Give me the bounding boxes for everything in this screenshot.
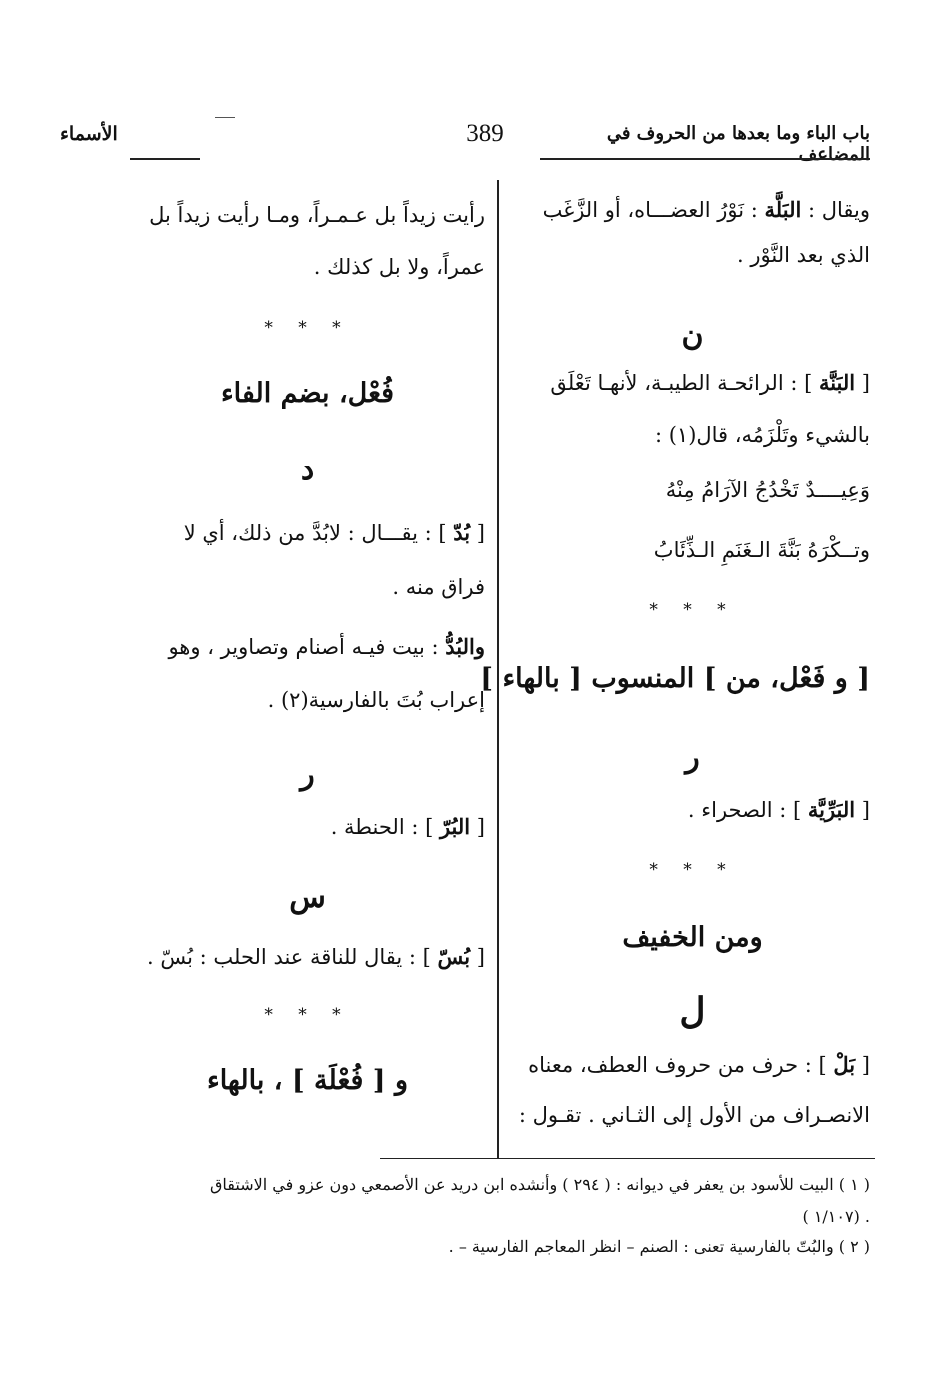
right-entry-bariyya [515,795,900,825]
headword: البَرِّيَّة [807,797,856,822]
section-title: الأسماء [60,123,118,145]
right-entry-bal [515,1050,870,1080]
left-line-2: عمراً، ولا بل كذلك . [313,255,485,279]
text: ] : حرف من حروف العطف، معناه [528,1053,834,1077]
right-entry-balla [515,195,870,225]
right-line-7: الانصـراف من الأول إلى الثـاني . تقـول : [518,1103,870,1127]
text: : نَوْرُ العضـــاه، أو الزَّغَب [542,198,765,222]
text: [ [855,1053,870,1077]
section-letter-l: ل [679,990,706,1032]
section-letter-n: ن [681,318,704,353]
header-rule-right [540,158,870,160]
headword: والبُدُّ [445,634,485,659]
text: ] : الرائحـة الطيبـة، لأنهـا تَعْلَق [550,371,819,395]
verse-line-1: وَعِيــــدٌ تَخْدُجُ الآرَامُ مِنْهُ [665,478,870,502]
left-entry-burr [130,812,485,842]
separator-stars: * * * [264,1005,351,1025]
text: [ [470,815,485,839]
left-entry-buss [130,942,485,972]
text: ويقال : [801,198,870,222]
header-rule-left [130,158,200,160]
headword: البَلَّة [764,197,802,222]
left-entry-albudd [130,632,485,662]
text: ] : يقال للناقة عند الحلب : بُسّ . [147,945,438,969]
section-letter-d: د [300,452,315,487]
headword: البَنَّة [818,370,856,395]
headword: بُدّ [453,520,471,545]
separator-stars: * * * [649,860,736,880]
right-entry-banna [515,368,870,398]
text: ] : الصحراء . [687,798,808,822]
text: ] : يقـــال : لابُدَّ من ذلك، أي لا [183,521,454,545]
separator-stars: * * * [264,318,351,338]
left-line-4: فراق منه . [392,575,485,599]
heading-fula: و [ فُعْلَة ] ، بالهاء [207,1065,408,1096]
footnote-1-cont: ( ١/١٠٧) . [802,1207,870,1226]
text: ] : الحنطة . [330,815,440,839]
separator-stars: * * * [649,600,736,620]
section-letter-r: ر [685,740,700,775]
header-tick [215,117,235,118]
right-line-2: الذي بعد النَّوْر . [737,243,870,267]
section-letter-s: س [289,880,326,915]
text: [ [855,798,870,822]
headword: البُرّ [439,814,471,839]
section-letter-r: ر [300,757,315,792]
verse-line-2: وتــكْرَهُ بَنَّةَ الـغَنَمِ الـذِّئَابُ [653,538,870,562]
heading-mansub: [ و فَعْل، من ] المنسوب [ بالهاء ] [480,663,870,694]
page-number: 389 [466,120,504,147]
text: [ [470,945,485,969]
headword: بُسّ [437,944,471,969]
footnote-rule [380,1158,875,1159]
footnote-1: ( ١ ) البيت للأسود بن يعفر في ديوانه : ( ٢٩٤ ) وأنشده ابن دريد عن الأصمعي دون عزو في الاشتقاق [210,1175,870,1194]
text: [ [855,371,870,395]
headword: بَلْ [833,1052,856,1077]
left-line-1: رأيت زيداً بل عـمـراً، ومـا رأيت زيداً بل [149,203,485,227]
text: : بيت فيـه أصنام وتصاوير ، وهو [168,635,446,659]
heading-khafif: ومن الخفيف [622,922,763,953]
left-line-6: إعراب بُتَ بالفارسية(٢) . [267,688,485,712]
text: [ [470,521,485,545]
footnote-2: ( ٢ ) والبُتّ بالفارسية تعنى : الصنم – انظر المعاجم الفارسية – . [448,1237,870,1256]
right-line-4: بالشيء وتَلْزَمُه، قال(١) : [654,423,870,447]
heading-fuel: فُعْل، بضم الفاء [220,378,395,409]
chapter-title: باب الباء وما بعدها من الحروف في المضاعف [606,123,870,165]
left-entry-budd [130,518,485,548]
